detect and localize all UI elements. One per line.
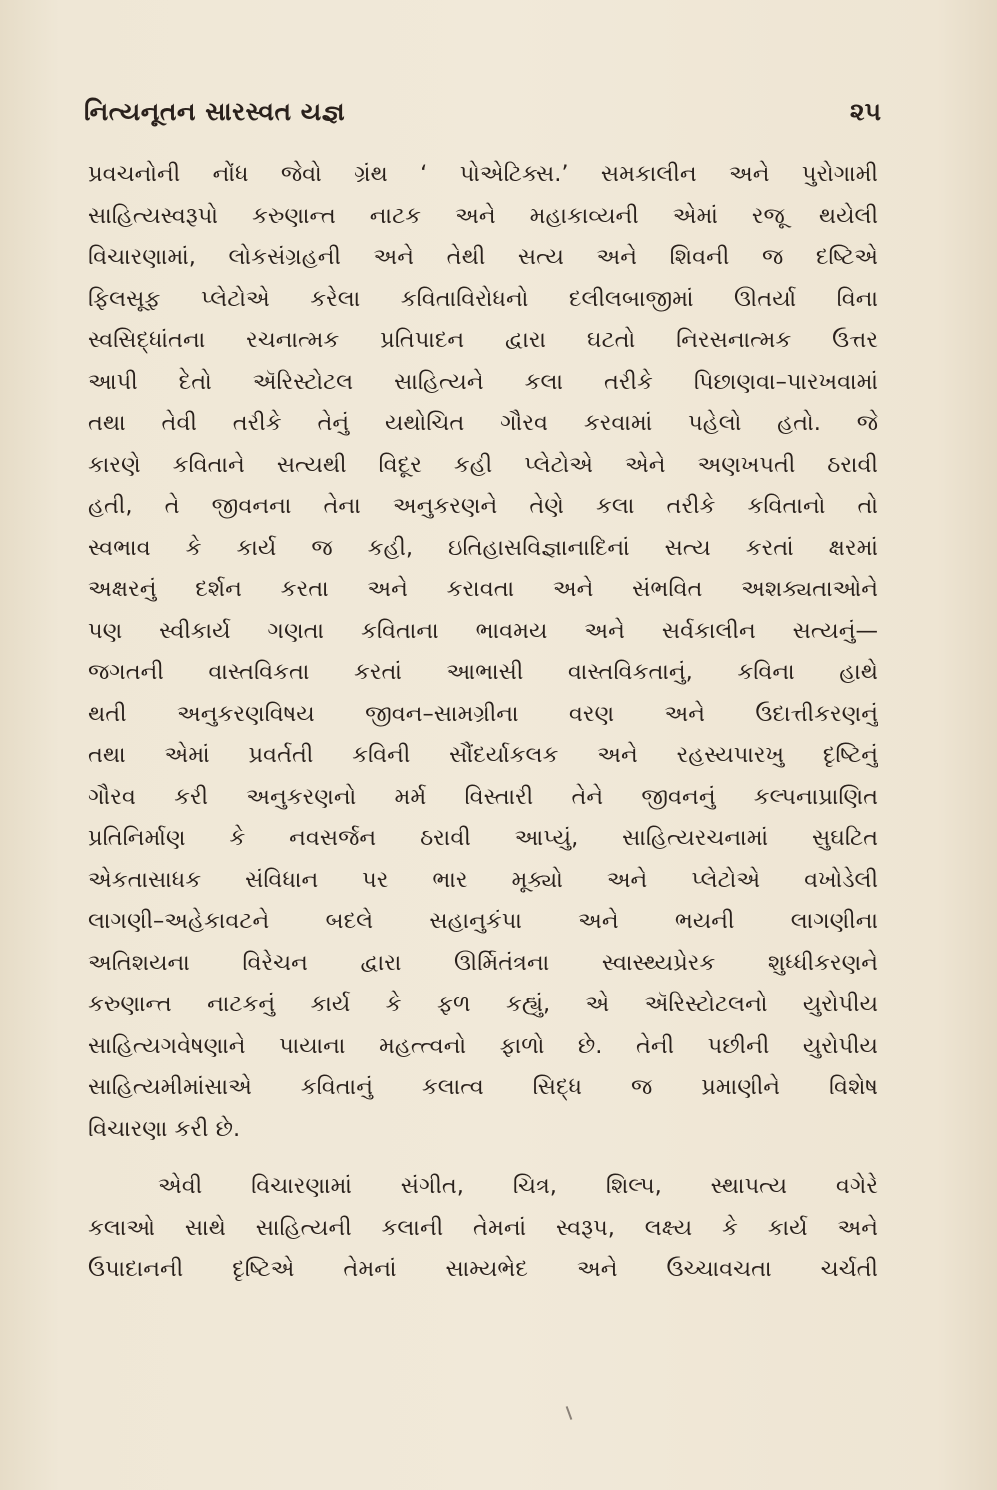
text-line: કલાઓ સાથે સાહિત્યની કલાની તેમનાં સ્વરૂપ, લક્ષ્ય કે કાર્ય અને	[88, 1214, 878, 1241]
text-line: કરુણાન્ત નાટકનું કાર્ય કે ફળ કહ્યું, એ ઍરિસ્ટોટલનો યુરોપીય	[88, 991, 878, 1017]
text-line: વિચારણામાં, લોકસંગ્રહની અને તેથી સત્ય અને શિવની જ દષ્ટિએ	[88, 244, 878, 270]
text-line: ઉપાદાનની દૃષ્ટિએ તેમનાં સામ્યભેદ અને ઉચ્ચાવચતા ચર્ચતી	[88, 1256, 878, 1282]
text-line: અક્ષરનું દર્શન કરતા અને કરાવતા અને સંભવિત અશક્યતાઓને	[88, 576, 878, 602]
paragraph-2	[88, 1166, 878, 1291]
text-line: થતી અનુકરણવિષય જીવન–સામગ્રીના વરણ અને ઉદાત્તીકરણનું	[88, 700, 878, 727]
text-line: પણ સ્વીકાર્ય ગણતા કવિતાના ભાવમય અને સર્વકાલીન સત્યનું—	[88, 617, 878, 644]
text-line: પ્રતિનિર્માણ કે નવસર્જન ઠરાવી આપ્યું, સાહિત્યરચનામાં સુઘટિત	[88, 825, 878, 851]
body-text	[88, 154, 878, 1291]
paper-speck	[566, 1406, 573, 1420]
page-header	[84, 92, 881, 132]
text-line: આપી દેતો ઍરિસ્ટોટલ સાહિત્યને કલા તરીકે પિછાણવા–પારખવામાં	[88, 368, 878, 395]
text-line: જગતની વાસ્તવિકતા કરતાં આભાસી વાસ્તવિકતાનું, કવિના હાથે	[88, 659, 878, 685]
text-line: સ્વસિદ્ધાંતના રચનાત્મક પ્રતિપાદન દ્વારા ઘટતો નિરસનાત્મક ઉત્તર	[88, 327, 878, 353]
text-line: ફિલસૂફ પ્લેટોએ કરેલા કવિતાવિરોધનો દલીલબાજીમાં ઊતર્યા વિના	[88, 285, 878, 312]
text-line: સાહિત્યસ્વરૂપો કરુણાન્ત નાટક અને મહાકાવ્યની એમાં રજૂ થયેલી	[88, 202, 878, 229]
text-line: હતી, તે જીવનના તેના અનુકરણને તેણે કલા તરીકે કવિતાનો તો	[88, 493, 878, 519]
text-line: વિચારણા કરી છે.	[88, 1115, 241, 1142]
text-line: કારણે કવિતાને સત્યથી વિદૂર કહી પ્લેટોએ એને અણખપતી ઠરાવી	[88, 451, 878, 478]
text-line: તથા એમાં પ્રવર્તતી કવિની સૌંદર્યાકલક અને રહસ્યપારખુ દૃષ્ટિનું	[88, 742, 878, 768]
text-line: સ્વભાવ કે કાર્ય જ કહી, ઇતિહાસવિજ્ઞાનાદિનાં સત્ય કરતાં ક્ષરમાં	[88, 534, 878, 561]
running-title: નિત્યનૂતન સારસ્વત યજ્ઞ	[84, 97, 346, 126]
text-line: એવી વિચારણામાં સંગીત, ચિત્ર, શિલ્પ, સ્થાપત્ય વગેરે	[158, 1173, 878, 1199]
text-line: પ્રવચનોની નોંધ જેવો ગ્રંથ ‘ પોએટિક્સ.’ સમકાલીન અને પુરોગામી	[88, 161, 878, 187]
text-line: સાહિત્યમીમાંસાએ કવિતાનું કલાત્વ સિદ્ધ જ પ્રમાણીને વિશેષ	[88, 1074, 878, 1100]
text-line: તથા તેવી તરીકે તેનું યથોચિત ગૌરવ કરવામાં પહેલો હતો. જે	[88, 410, 878, 436]
page-number: ૨૫	[849, 97, 881, 126]
text-line: સાહિત્યગવેષણાને પાયાના મહત્ત્વનો ફાળો છે. તેની પછીની યુરોપીય	[88, 1032, 878, 1059]
text-line: અતિશયના વિરેચન દ્વારા ઊર્મિતંત્રના સ્વાસ્થ્યપ્રેરક શુધ્ધીકરણને	[88, 949, 878, 976]
text-line: એકતાસાધક સંવિધાન પર ભાર મૂક્યો અને પ્લેટોએ વખોડેલી	[88, 866, 878, 893]
paragraph-1	[88, 154, 878, 1150]
text-line: ગૌરવ કરી અનુકરણનો મર્મ વિસ્તારી તેને જીવનનું કલ્પનાપ્રાણિત	[88, 783, 878, 810]
paragraph-gap	[88, 1150, 878, 1166]
text-line: લાગણી–અહેકાવટને બદલે સહાનુકંપા અને ભયની લાગણીના	[88, 908, 878, 934]
